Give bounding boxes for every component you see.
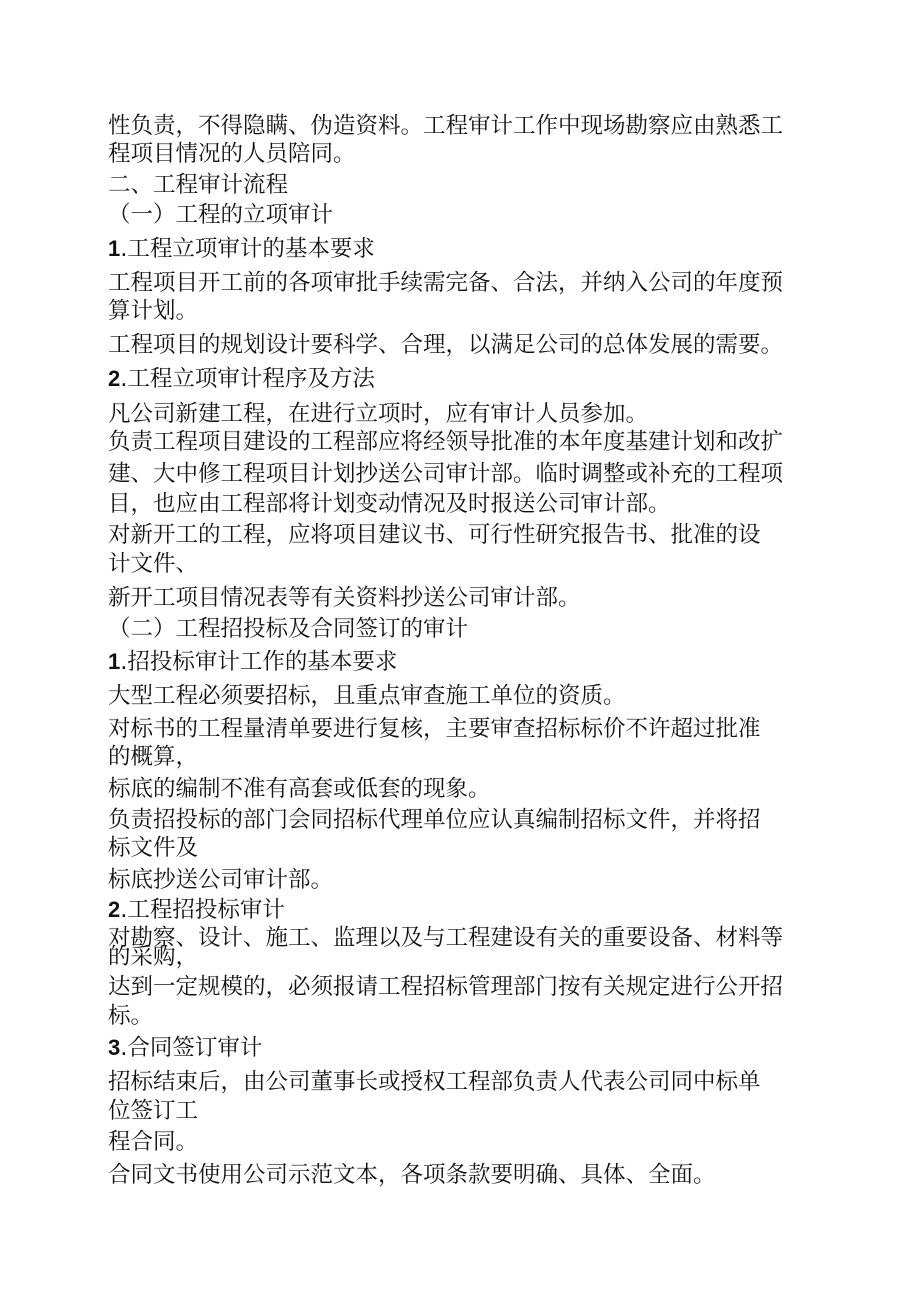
heading-number: 1	[108, 649, 121, 674]
paragraph-line: 对勘察、设计、施工、监理以及与工程建设有关的重要设备、材料等	[108, 925, 784, 951]
paragraph-line: 凡公司新建工程，在进行立项时，应有审计人员参加。	[108, 401, 649, 427]
heading-text: .工程立项审计的基本要求	[120, 236, 375, 262]
paragraph-line: 负责工程项目建设的工程部应将经领导批准的本年度基建计划和改扩	[108, 429, 784, 455]
heading-text: .合同签订审计	[120, 1035, 263, 1061]
paragraph-line: 目，也应由工程部将计划变动情况及时报送公司审计部。	[108, 491, 671, 517]
paragraph-line: 标底抄送公司审计部。	[108, 867, 334, 893]
numbered-heading	[108, 649, 397, 675]
paragraph-line: 的概算，	[108, 744, 199, 770]
subsection-heading: （一）工程的立项审计	[108, 202, 334, 228]
heading-number: 2	[108, 366, 121, 391]
paragraph-line: 合同文书使用公司示范文本，各项条款要明确、具体、全面。	[108, 1162, 716, 1188]
heading-number: 2	[108, 897, 121, 922]
subsection-heading: （二）工程招投标及合同签订的审计	[108, 616, 469, 642]
paragraph-line: 大型工程必须要招标，且重点审查施工单位的资质。	[108, 683, 626, 709]
paragraph-line: 新开工项目情况表等有关资料抄送公司审计部。	[108, 585, 581, 611]
paragraph-line: 的采购，	[108, 944, 199, 970]
paragraph-line: 标文件及	[108, 835, 199, 861]
paragraph-line: 工程项目开工前的各项审批手续需完备、合法，并纳入公司的年度预	[108, 270, 784, 296]
paragraph-line: 建、大中修工程项目计划抄送公司审计部。临时调整或补充的工程项	[108, 461, 784, 487]
heading-text: .招投标审计工作的基本要求	[120, 649, 398, 675]
paragraph-line: 负责招投标的部门会同招标代理单位应认真编制招标文件，并将招	[108, 807, 761, 833]
paragraph-line: 位签订工	[108, 1098, 199, 1124]
numbered-heading	[108, 1035, 262, 1061]
paragraph-line: 算计划。	[108, 298, 199, 324]
numbered-heading	[108, 236, 375, 262]
paragraph-line: 标底的编制不准有高套或低套的现象。	[108, 776, 491, 802]
paragraph-line: 程项目情况的人员陪同。	[108, 141, 356, 167]
paragraph-line: 性负责，不得隐瞒、伪造资料。工程审计工作中现场勘察应由熟悉工	[108, 113, 784, 139]
paragraph-line: 达到一定规模的，必须报请工程招标管理部门按有关规定进行公开招	[108, 974, 784, 1000]
section-heading: 二、工程审计流程	[108, 172, 289, 198]
heading-number: 3	[108, 1035, 121, 1060]
paragraph-line: 对标书的工程量清单要进行复核，主要审查招标标价不许超过批准	[108, 716, 761, 742]
numbered-heading	[108, 897, 285, 923]
heading-number: 1	[108, 236, 121, 261]
paragraph-line: 招标结束后，由公司董事长或授权工程部负责人代表公司同中标单	[108, 1069, 761, 1095]
paragraph-line: 工程项目的规划设计要科学、合理，以满足公司的总体发展的需要。	[108, 332, 784, 358]
numbered-heading	[108, 366, 375, 392]
heading-text: .工程招投标审计	[120, 897, 285, 923]
heading-text: .工程立项审计程序及方法	[120, 366, 375, 392]
paragraph-line: 对新开工的工程，应将项目建议书、可行性研究报告书、批准的设	[108, 522, 761, 548]
paragraph-line: 标。	[108, 1003, 154, 1029]
paragraph-line: 程合同。	[108, 1129, 199, 1155]
paragraph-line: 计文件、	[108, 551, 199, 577]
